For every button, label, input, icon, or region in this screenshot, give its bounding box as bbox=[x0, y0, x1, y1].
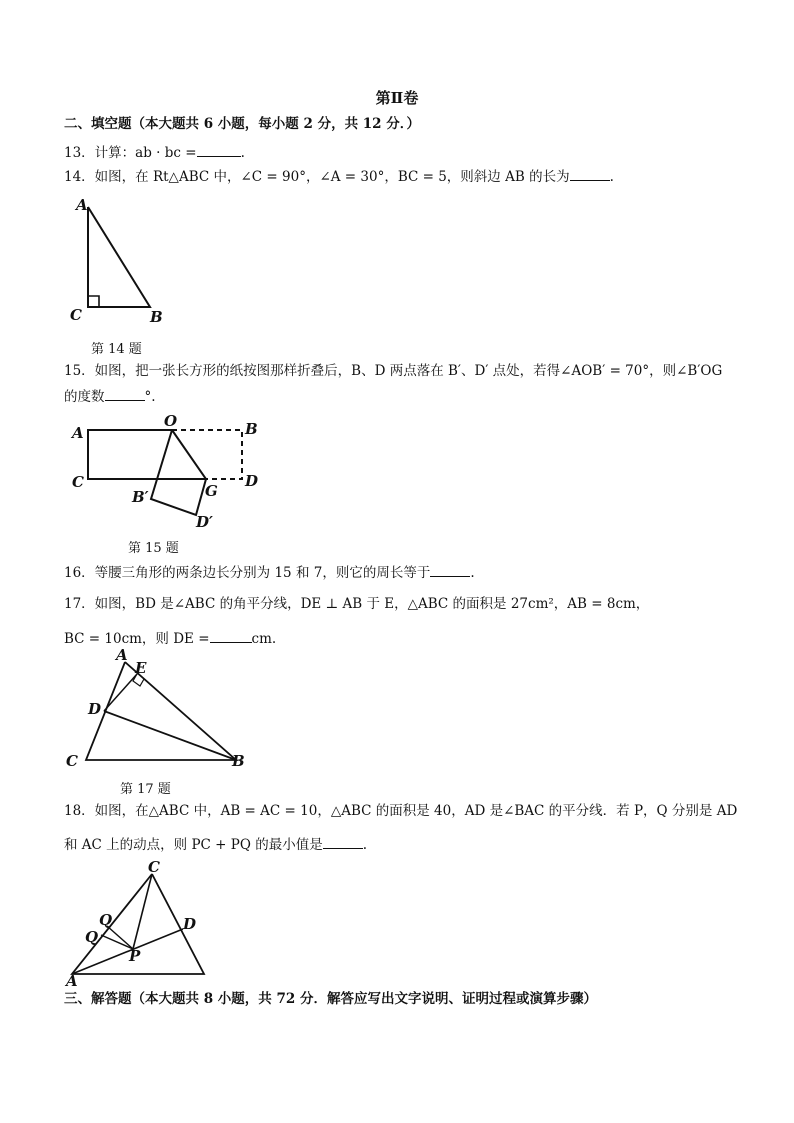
label-c: C bbox=[148, 858, 160, 876]
part2-heading: 二、填空题（本大题共 6 小题，每小题 2 分，共 12 分．） bbox=[64, 116, 421, 132]
q16-text: 16．等腰三角形的两条边长分别为 15 和 7，则它的周长等于 bbox=[64, 565, 431, 581]
q14-end: . bbox=[609, 169, 614, 185]
label-o: O bbox=[164, 412, 178, 430]
label-d: D bbox=[245, 472, 259, 490]
triangle-abc bbox=[88, 207, 150, 307]
figure-18 bbox=[62, 858, 222, 990]
label-d: D bbox=[88, 700, 102, 718]
label-b: B bbox=[245, 420, 258, 438]
label-a: A bbox=[66, 972, 78, 990]
figure-17-caption: 第 17 题 bbox=[120, 782, 171, 797]
label-d-prime: D′ bbox=[196, 513, 213, 531]
label-a: A bbox=[72, 424, 84, 442]
q17-answer-blank bbox=[210, 628, 252, 643]
section-title: 第Ⅱ卷 bbox=[375, 89, 419, 107]
q14-text: 14．如图，在 Rt△ABC 中，∠C = 90°，∠A = 30°，BC = 5，则斜边 AB 的长为 bbox=[64, 169, 570, 185]
label-q: Q bbox=[85, 928, 99, 946]
q13-answer-blank bbox=[197, 142, 241, 157]
q18-end: . bbox=[362, 837, 367, 853]
fold-original-outline bbox=[172, 430, 242, 479]
label-a: A bbox=[76, 196, 88, 214]
label-c: C bbox=[66, 752, 78, 770]
figure-15-diagram bbox=[66, 412, 276, 537]
q15-text: 的度数 bbox=[64, 389, 105, 405]
q15-answer-blank bbox=[105, 386, 145, 401]
label-c: C bbox=[70, 306, 82, 324]
question-15-line-2 bbox=[64, 386, 156, 406]
q14-answer-blank bbox=[570, 166, 610, 181]
label-c: C bbox=[72, 473, 84, 491]
q18-answer-blank bbox=[323, 834, 363, 849]
bisector-bd bbox=[104, 711, 236, 760]
right-angle-mark bbox=[88, 296, 99, 307]
triangle-abc bbox=[86, 662, 236, 760]
question-16 bbox=[64, 562, 475, 582]
label-e: E bbox=[135, 659, 147, 677]
question-17-line-2 bbox=[64, 628, 276, 648]
question-15-line-1: 15．如图，把一张长方形的纸按图那样折叠后，B、D 两点落在 B′、D′ 点处，若得∠AOB′ = 70°，则∠B′OG bbox=[64, 363, 723, 379]
label-g: G bbox=[205, 482, 218, 500]
figure-17-diagram bbox=[60, 648, 260, 773]
q16-answer-blank bbox=[430, 562, 470, 577]
label-b: B bbox=[232, 752, 245, 770]
part3-heading: 三、解答题（本大题共 8 小题，共 72 分．解答应写出文字说明、证明过程或演算步骤） bbox=[64, 991, 597, 1007]
segment-pq-alt bbox=[107, 926, 133, 949]
label-p: P bbox=[129, 947, 141, 965]
label-d: D bbox=[183, 915, 197, 933]
figure-14-caption: 第 14 题 bbox=[91, 342, 142, 357]
figure-17 bbox=[60, 648, 260, 773]
q17-end: cm. bbox=[251, 631, 277, 647]
figure-14-diagram bbox=[66, 192, 176, 332]
question-18-line-2 bbox=[64, 834, 367, 854]
figure-15 bbox=[66, 412, 276, 537]
question-13 bbox=[64, 142, 245, 162]
q13-end: . bbox=[240, 145, 245, 161]
q16-end: . bbox=[470, 565, 475, 581]
q15-end: °. bbox=[144, 389, 156, 405]
q13-text: 13．计算：ab · bc = bbox=[64, 145, 197, 161]
q18-text: 和 AC 上的动点，则 PC + PQ 的最小值是 bbox=[64, 837, 323, 853]
label-a: A bbox=[116, 646, 128, 664]
label-b: B bbox=[150, 308, 163, 326]
perpendicular-de bbox=[104, 674, 137, 711]
label-q-upper: Q bbox=[99, 911, 113, 929]
figure-14 bbox=[66, 192, 176, 332]
folded-flap bbox=[151, 430, 206, 515]
figure-15-caption: 第 15 题 bbox=[128, 541, 179, 556]
question-18-line-1: 18．如图，在△ABC 中，AB = AC = 10，△ABC 的面积是 40，AD 是∠BAC 的平分线．若 P，Q 分别是 AD bbox=[64, 803, 738, 819]
label-b-prime: B′ bbox=[132, 488, 149, 506]
q17-text: BC = 10cm，则 DE = bbox=[64, 631, 210, 647]
figure-18-diagram bbox=[62, 858, 222, 990]
question-14 bbox=[64, 166, 614, 186]
question-17-line-1: 17．如图，BD 是∠ABC 的角平分线，DE ⊥ AB 于 E，△ABC 的面积是 27cm²，AB = 8cm， bbox=[64, 596, 650, 612]
